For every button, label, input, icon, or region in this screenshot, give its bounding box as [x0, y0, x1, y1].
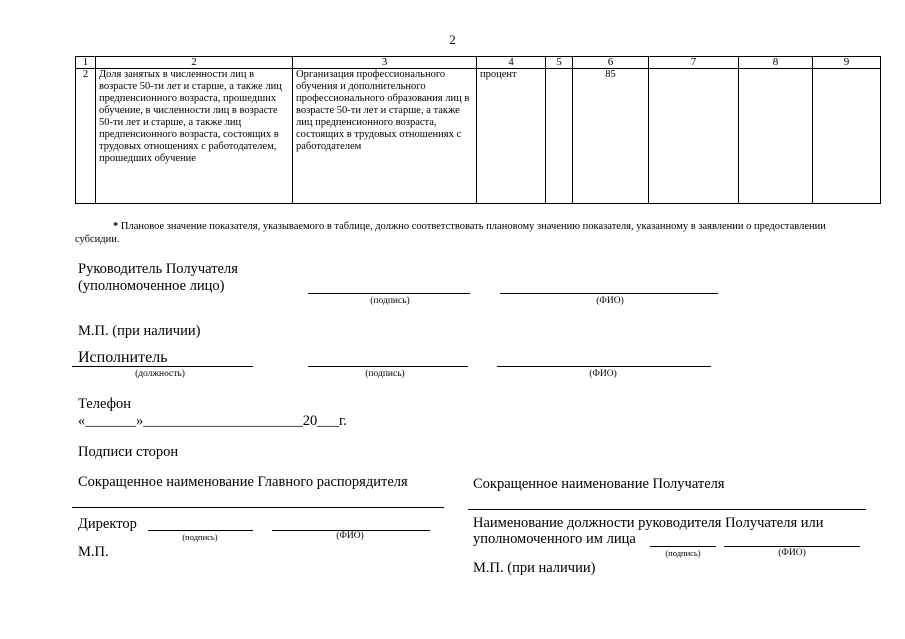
table-row [76, 69, 881, 204]
signature-caption: (подпись) [182, 532, 218, 542]
header-cell: 1 [76, 57, 96, 69]
director-label: Директор [78, 516, 137, 532]
right-stamp-label: М.П. (при наличии) [473, 560, 596, 576]
phone-label: Телефон [78, 396, 131, 412]
left-org-label: Сокращенное наименование Главного распорядителя [78, 474, 408, 490]
header-cell: 9 [813, 57, 881, 69]
header-cell: 6 [573, 57, 649, 69]
date-line: «_______»______________________20___г. [78, 413, 347, 429]
header-cell: 8 [739, 57, 813, 69]
name-line [497, 366, 711, 367]
right-org-line [468, 509, 866, 510]
indicator-cell: Доля занятых в численности лиц в возрасте 50-ти лет и старше, а также лиц предпенсионного возраста, прошедших обучение, в численности лиц в возрасте 50-ти лет и старше, а также лиц предпенсионного возраста, состоящих в трудовых отношениях с работодателем, прошедших обучение [96, 69, 293, 204]
position-line [72, 366, 253, 367]
empty-cell [813, 69, 881, 204]
footnote-marker: * [113, 221, 119, 232]
header-cell: 3 [293, 57, 477, 69]
position-caption: (должность) [135, 369, 185, 379]
result-cell: Организация профессионального обучения и дополнительного профессионального образования лиц в возрасте 50-ти лет и старше, а также лиц предпенсионного возраста, состоящих в трудовых отношениях с работодателем [293, 69, 477, 204]
signature-line [148, 530, 253, 531]
footnote [75, 220, 855, 246]
signature-caption: (подпись) [665, 548, 701, 558]
name-line [724, 546, 860, 547]
name-caption: (ФИО) [589, 369, 617, 379]
signature-caption: (подпись) [365, 369, 405, 379]
empty-cell [649, 69, 739, 204]
unit-cell: процент [477, 69, 546, 204]
executor-label: Исполнитель [78, 349, 168, 366]
left-org-line [72, 507, 444, 508]
right-position-line2: уполномоченного им лица [473, 531, 636, 547]
signature-line [308, 366, 468, 367]
row-number-cell: 2 [76, 69, 96, 204]
page-number: 2 [449, 32, 456, 47]
signature-line [650, 546, 716, 547]
signature-caption: (подпись) [370, 296, 410, 306]
header-cell: 7 [649, 57, 739, 69]
value-cell: 85 [573, 69, 649, 204]
empty-cell [546, 69, 573, 204]
name-caption: (ФИО) [596, 296, 624, 306]
indicator-table [75, 56, 881, 204]
head-title-line1: Руководитель Получателя [78, 261, 238, 277]
footnote-text: Плановое значение показателя, указываемого в таблице, должно соответствовать плановому значению показателя, указанному в заявлении о предоставлении субсидии. [75, 221, 826, 245]
stamp-label: М.П. (при наличии) [78, 323, 201, 339]
header-cell: 4 [477, 57, 546, 69]
right-org-label: Сокращенное наименование Получателя [473, 476, 725, 492]
parties-heading: Подписи сторон [78, 444, 179, 460]
head-title-line2: (уполномоченное лицо) [78, 278, 225, 294]
table-header-row [76, 57, 881, 69]
left-stamp-label: М.П. [78, 544, 109, 560]
header-cell: 5 [546, 57, 573, 69]
empty-cell [739, 69, 813, 204]
name-caption: (ФИО) [336, 531, 364, 541]
name-caption: (ФИО) [778, 548, 806, 558]
header-cell: 2 [96, 57, 293, 69]
signature-line [308, 293, 470, 294]
name-line [500, 293, 718, 294]
right-position-line1: Наименование должности руководителя Получателя или [473, 515, 824, 531]
